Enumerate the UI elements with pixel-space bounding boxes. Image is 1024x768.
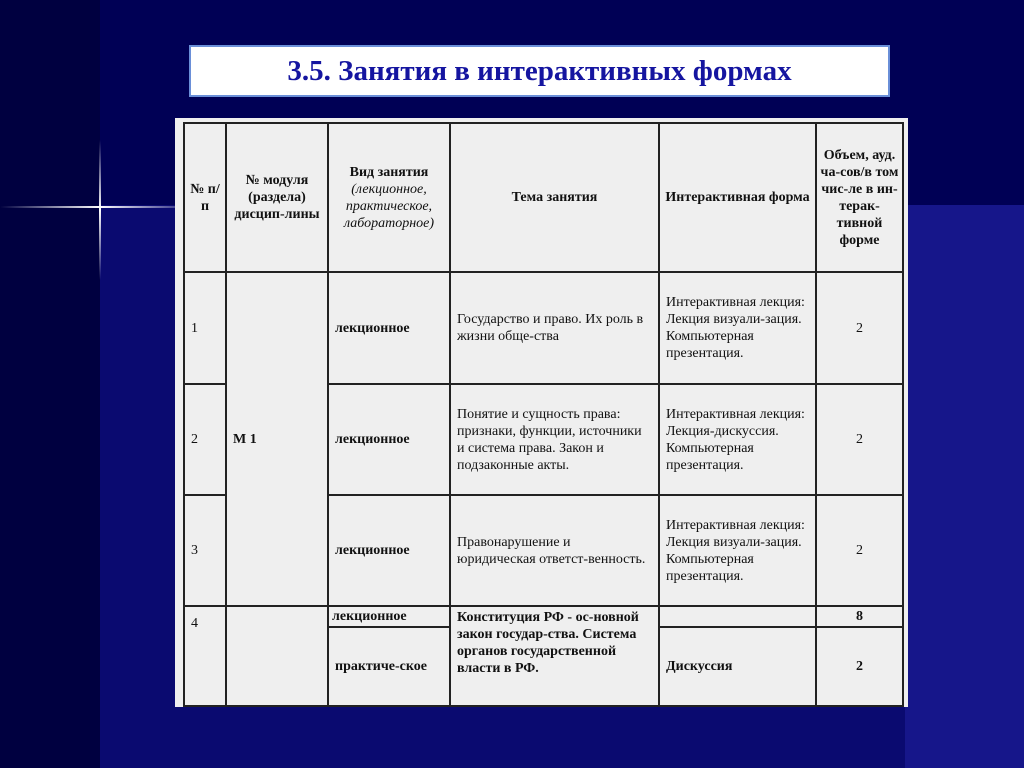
header-num: № п/п <box>184 123 226 272</box>
row-form: Интерактивная лекция: Лекция визуали-зация. Компьютерная презентация. <box>659 495 816 606</box>
background-left <box>0 0 100 768</box>
row-hours: 8 <box>816 606 903 627</box>
row-type: лекционное <box>328 606 450 627</box>
header-form: Интерактивная форма <box>659 123 816 272</box>
row-num: 2 <box>184 384 226 495</box>
row-hours-2: 2 <box>816 627 903 706</box>
table-image <box>175 118 908 707</box>
background-right <box>905 205 1024 768</box>
row-topic: Правонарушение и юридическая ответст-венность. <box>450 495 659 606</box>
row-hours: 2 <box>816 272 903 384</box>
row-type-2: практиче-ское <box>328 627 450 706</box>
row-topic: Конституция РФ - ос-новной закон государ-ства. Система органов государственной власти в РФ. <box>450 606 659 706</box>
row-type: лекционное <box>328 272 450 384</box>
row-topic: Понятие и сущность права: признаки, функции, источники и система права. Закон и подзаконные акты. <box>450 384 659 495</box>
header-module: № модуля (раздела) дисцип-лины <box>226 123 328 272</box>
header-type: Вид занятия (лекционное, практическое, лабораторное) <box>328 123 450 272</box>
row-type: лекционное <box>328 495 450 606</box>
interactive-lessons-table <box>183 122 904 707</box>
row-module <box>226 606 328 706</box>
slide-title-box <box>189 45 890 97</box>
row-num: 4 <box>184 606 226 706</box>
row-hours: 2 <box>816 384 903 495</box>
slide-title: 3.5. Занятия в интерактивных формах <box>287 54 792 87</box>
header-row <box>184 123 903 272</box>
row-form: Интерактивная лекция: Лекция-дискуссия. Компьютерная презентация. <box>659 384 816 495</box>
header-hours: Объем, ауд. ча-сов/в том чис-ле в ин-терак-тивной форме <box>816 123 903 272</box>
row-num: 1 <box>184 272 226 384</box>
sparkle-decoration-vertical <box>99 140 101 280</box>
row-module: М 1 <box>226 272 328 606</box>
row-form-2: Дискуссия <box>659 627 816 706</box>
row-hours: 2 <box>816 495 903 606</box>
header-topic: Тема занятия <box>450 123 659 272</box>
row-topic: Государство и право. Их роль в жизни обще-ства <box>450 272 659 384</box>
row-form <box>659 606 816 627</box>
row-type: лекционное <box>328 384 450 495</box>
row-form: Интерактивная лекция: Лекция визуали-зация. Компьютерная презентация. <box>659 272 816 384</box>
row-num: 3 <box>184 495 226 606</box>
table-row <box>184 272 903 384</box>
table-row <box>184 606 903 627</box>
